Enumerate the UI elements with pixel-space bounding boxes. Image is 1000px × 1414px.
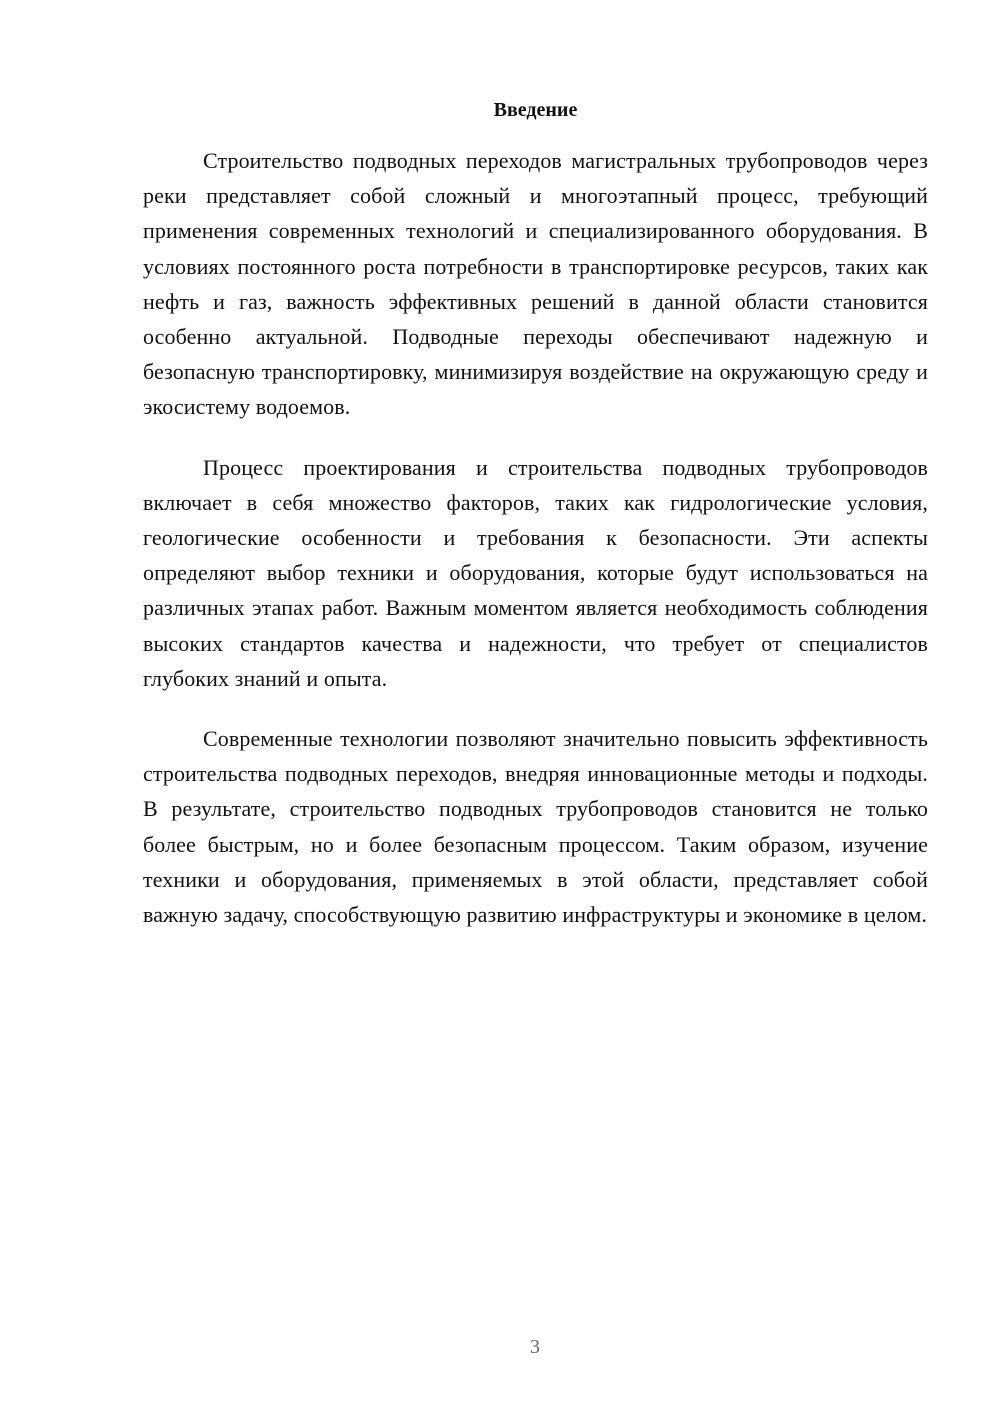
document-body [143, 143, 928, 957]
paragraph-1: Строительство подводных переходов магистральных трубопроводов через реки представляет собой сложный и многоэтапный процесс, требующий применения современных технологий и специализированного оборудования. В условиях постоянного роста потребности в транспортировке ресурсов, таких как нефть и газ, важность эффективных решений в данной области становится особенно актуальной. Подводные переходы обеспечивают надежную и безопасную транспортировку, минимизируя воздействие на окружающую среду и экосистему водоемов. [143, 148, 928, 420]
paragraph-3: Современные технологии позволяют значительно повысить эффективность строительства подводных переходов, внедряя инновационные методы и подходы. В результате, строительство подводных трубопроводов становится не только более быстрым, но и более безопасным процессом. Таким образом, изучение техники и оборудования, применяемых в этой области, представляет собой важную задачу, способствующую развитию инфраструктуры и экономике в целом. [143, 726, 928, 928]
page-number: 3 [530, 1336, 540, 1358]
section-heading: Введение [493, 99, 578, 121]
paragraph-2: Процесс проектирования и строительства подводных трубопроводов включает в себя множество факторов, таких как гидрологические условия, геологические особенности и требования к безопасности. Эти аспекты определяют выбор техники и оборудования, которые будут использоваться на различных этапах работ. Важным моментом является необходимость соблюдения высоких стандартов качества и надежности, что требует от специалистов глубоких знаний и опыта. [143, 454, 928, 691]
